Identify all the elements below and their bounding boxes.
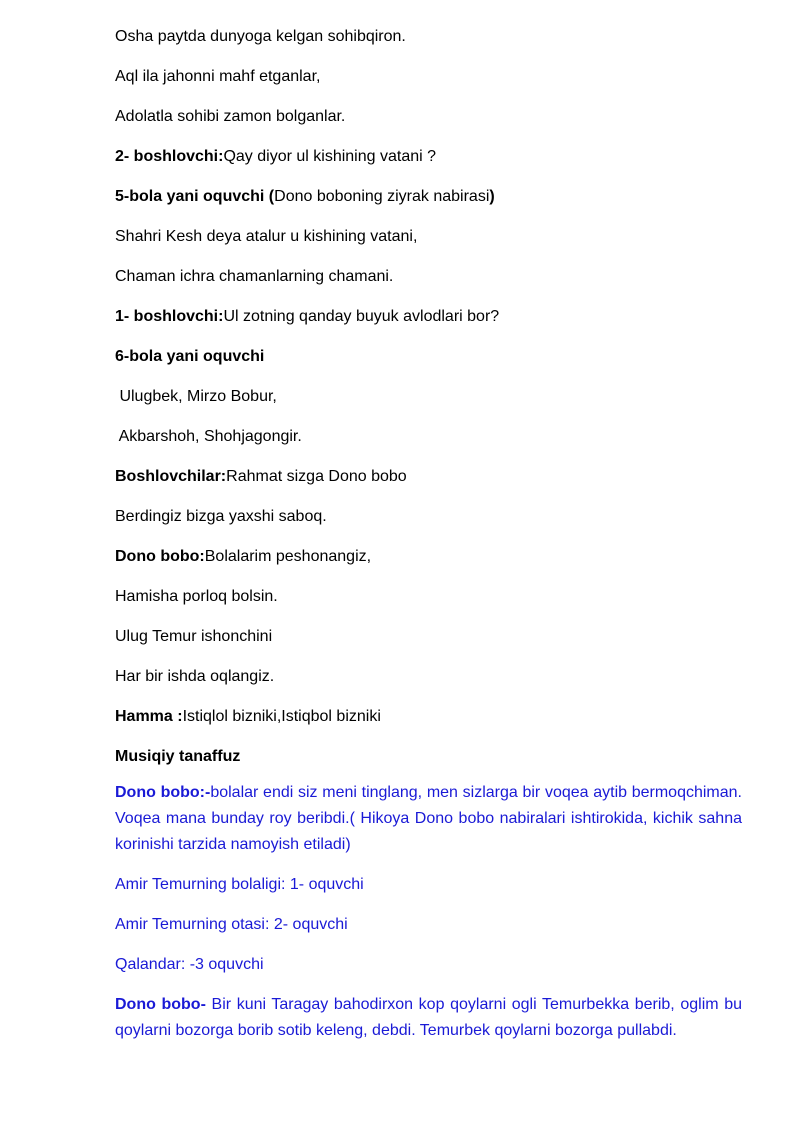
line-text: Har bir ishda oqlangiz.	[115, 668, 275, 685]
line-10	[115, 387, 742, 407]
speaker-label: Dono bobo:-	[115, 784, 211, 801]
line-text: Bolalarim peshonangiz,	[204, 548, 372, 565]
line-text: Aql ila jahonni mahf etganlar,	[115, 68, 321, 85]
paragraph-text: bolalar endi siz meni tinglang, men sizlarga bir voqea aytib bermoqchiman. Voqea mana bunday roy beribdi.( Hikoya Dono bobo nabiralari ishtirokida, kichik sahna korinishi tarzida namoyish etiladi)	[115, 784, 742, 853]
line-text: Istiqlol bizniki,Istiqbol bizniki	[182, 708, 381, 725]
line-17	[115, 667, 742, 687]
line-text: Amir Temurning bolaligi: 1- oquvchi	[115, 876, 364, 893]
line-19	[115, 747, 742, 767]
speaker-label: 6-bola yani oquvchi	[115, 348, 265, 365]
line-text: Osha paytda dunyoga kelgan sohibqiron.	[115, 28, 406, 45]
speaker-label: Boshlovchilar:	[115, 468, 227, 485]
line-4	[115, 147, 742, 167]
blue-paragraph-2	[115, 992, 742, 1044]
section-heading: Musiqiy tanaffuz	[115, 748, 241, 765]
blue-line-2	[115, 915, 742, 935]
line-text: Qay diyor ul kishining vatani ?	[223, 148, 437, 165]
blue-line-1	[115, 875, 742, 895]
line-text: Ul zotning qanday buyuk avlodlari bor?	[223, 308, 500, 325]
line-15	[115, 587, 742, 607]
line-text: Ulugbek, Mirzo Bobur,	[115, 388, 277, 405]
line-text: Akbarshoh, Shohjagongir.	[115, 428, 302, 445]
blue-paragraph-1	[115, 780, 742, 858]
line-text: Berdingiz bizga yaxshi saboq.	[115, 508, 327, 525]
line-text: Hamisha porloq bolsin.	[115, 588, 278, 605]
line-text: Rahmat sizga Dono bobo	[226, 468, 407, 485]
speaker-label: 5-bola yani oquvchi (	[115, 188, 275, 205]
line-text: Amir Temurning otasi: 2- oquvchi	[115, 916, 348, 933]
line-text: Ulug Temur ishonchini	[115, 628, 273, 645]
speaker-label: Hamma :	[115, 708, 183, 725]
speaker-label: 1- boshlovchi:	[115, 308, 224, 325]
paragraph-text: Bir kuni Taragay bahodirxon kop qoylarni ogli Temurbekka berib, oglim bu qoylarni bozorga borib sotib keleng, debdi. Temurbek qoylarni bozorga pullabdi.	[115, 996, 742, 1039]
line-14	[115, 547, 742, 567]
line-9	[115, 347, 742, 367]
speaker-label: 2- boshlovchi:	[115, 148, 224, 165]
line-11	[115, 427, 742, 447]
line-text: Chaman ichra chamanlarning chamani.	[115, 268, 394, 285]
line-text: Qalandar: -3 oquvchi	[115, 956, 264, 973]
line-3	[115, 107, 742, 127]
line-5	[115, 187, 742, 207]
line-13	[115, 507, 742, 527]
line-text: Shahri Kesh deya atalur u kishining vatani,	[115, 228, 418, 245]
line-18	[115, 707, 742, 727]
speaker-label: Dono bobo:	[115, 548, 205, 565]
blue-line-3	[115, 955, 742, 975]
line-8	[115, 307, 742, 327]
line-1	[115, 27, 742, 47]
line-12	[115, 467, 742, 487]
speaker-label-close: )	[489, 188, 495, 205]
line-7	[115, 267, 742, 287]
line-6	[115, 227, 742, 247]
line-16	[115, 627, 742, 647]
line-text: Dono boboning ziyrak nabirasi	[274, 188, 490, 205]
speaker-label: Dono bobo-	[115, 996, 206, 1013]
line-text: Adolatla sohibi zamon bolganlar.	[115, 108, 346, 125]
line-2	[115, 67, 742, 87]
